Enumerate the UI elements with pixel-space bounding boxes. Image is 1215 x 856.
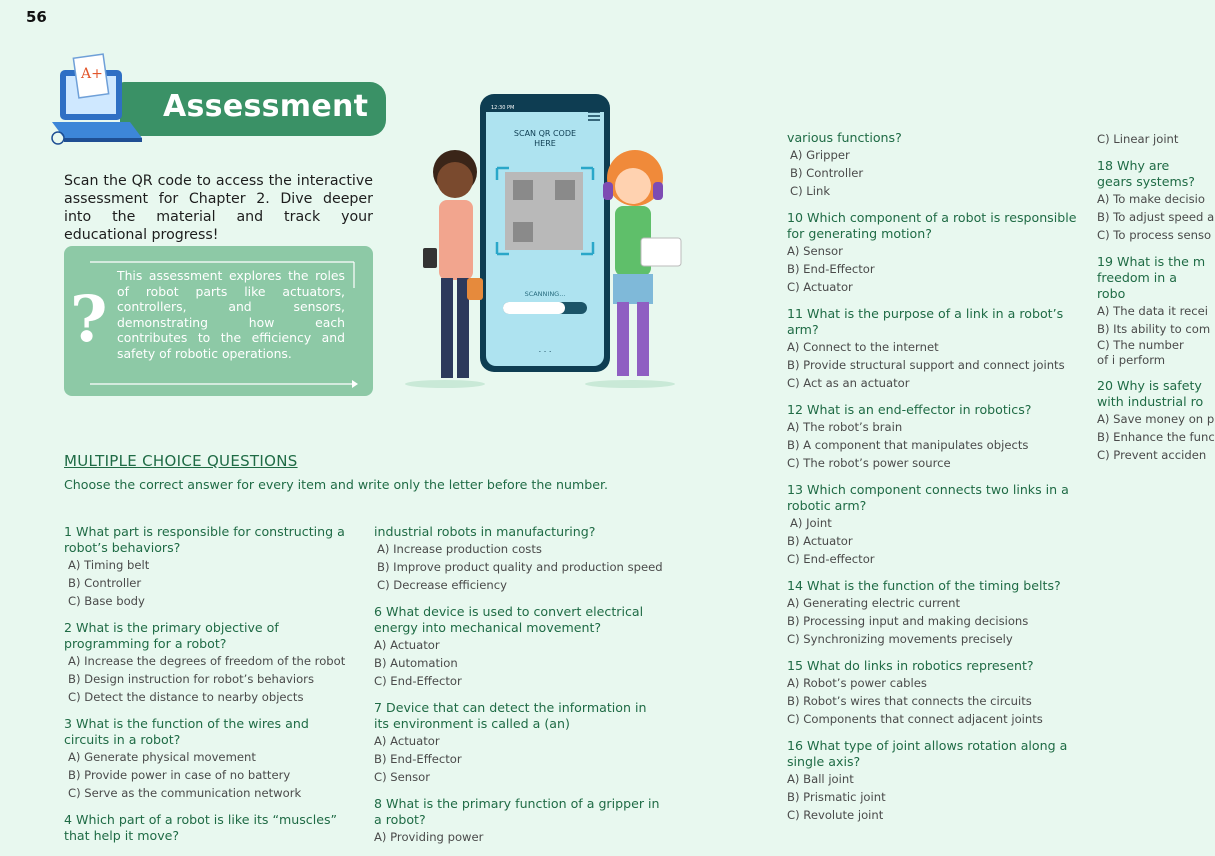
answer-option: B) End-Effector	[787, 262, 875, 276]
answer-option: B) End-Effector	[374, 752, 462, 766]
question-block	[787, 306, 1077, 392]
questions-col-1	[64, 524, 354, 854]
answer-option: B) Actuator	[787, 534, 853, 548]
question-block	[787, 402, 1077, 472]
answer-option: A) Joint	[790, 516, 832, 530]
question-block	[787, 578, 1077, 648]
question-text: 7 Device that can detect the information in its environment is called a (an)	[374, 700, 647, 731]
phone-dots: . . .	[538, 345, 552, 354]
answer-option: A) Save money on p	[1097, 412, 1215, 426]
answer-option: C) Revolute joint	[787, 808, 884, 822]
answer-option: B) Controller	[68, 576, 142, 590]
question-text: 1 What part is responsible for constructing a robot’s behaviors?	[64, 524, 345, 555]
question-block	[374, 524, 664, 594]
question-block	[64, 812, 354, 844]
answer-option: C) End-Effector	[374, 674, 462, 688]
answer-option: B) Prismatic joint	[787, 790, 886, 804]
info-box-text: This assessment explores the roles of robot parts like actuators, controllers, and sensors, demonstrating how each contributes to the efficiency and safety of robotic operations.	[117, 268, 345, 361]
answer-option: B) Design instruction for robot’s behaviors	[68, 672, 314, 686]
answer-option: C) The robot’s power source	[787, 456, 951, 470]
answer-option: A) Increase the degrees of freedom of the robot	[68, 654, 346, 668]
question-block	[64, 524, 354, 610]
questions-col-2	[374, 524, 664, 856]
answer-option: C) Decrease efficiency	[377, 578, 507, 592]
scanning-label: SCANNING...	[524, 290, 566, 298]
answer-option: B) Provide power in case of no battery	[68, 768, 291, 782]
question-text: 15 What do links in robotics represent?	[787, 658, 1034, 673]
answer-option: C) Prevent acciden	[1097, 448, 1207, 462]
question-text: 4 Which part of a robot is like its “muscles” that help it move?	[64, 812, 338, 843]
question-text: 6 What device is used to convert electrical energy into mechanical movement?	[374, 604, 644, 635]
scan-label-2: HERE	[534, 139, 556, 148]
question-block	[374, 796, 664, 846]
question-block	[1097, 158, 1215, 244]
answer-option: A) The robot’s brain	[787, 420, 903, 434]
answer-option: C) Act as an actuator	[787, 376, 910, 390]
answer-option: A) Actuator	[374, 734, 440, 748]
question-text: 10 Which component of a robot is responsible for generating motion?	[787, 210, 1077, 241]
page-number: 56	[26, 8, 47, 26]
scan-label: SCAN QR CODE	[513, 129, 577, 138]
question-block	[787, 130, 1077, 200]
answer-option: C) Sensor	[374, 770, 431, 784]
question-block	[374, 604, 664, 690]
question-text: 8 What is the primary function of a gripper in a robot?	[374, 796, 660, 827]
scan-progress-fill	[503, 302, 565, 314]
question-block	[64, 716, 354, 802]
answer-option: C) To process senso	[1097, 228, 1212, 242]
question-block	[1097, 378, 1215, 464]
question-text: 2 What is the primary objective of programming for a robot?	[64, 620, 279, 651]
answer-option: C) Serve as the communication network	[68, 786, 302, 800]
question-block	[787, 738, 1077, 824]
answer-option: A) Actuator	[374, 638, 440, 652]
page-title: Assessment	[163, 89, 369, 124]
answer-option: C) End-effector	[787, 552, 875, 566]
question-text: 11 What is the purpose of a link in a robot’s arm?	[787, 306, 1064, 337]
question-block	[1097, 254, 1211, 368]
answer-option: B) Automation	[374, 656, 458, 670]
answer-option: A) The data it recei	[1097, 304, 1209, 318]
intro-text: Scan the QR code to access the interactive assessment for Chapter 2. Dive deeper into the material and track your educational progress!	[64, 173, 373, 243]
answer-option: B) A component that manipulates objects	[787, 438, 1029, 452]
answer-option: B) Provide structural support and connect joints	[787, 358, 1065, 372]
qr-illustration	[405, 88, 695, 388]
answer-option: A) Sensor	[787, 244, 843, 258]
question-text: 12 What is an end-effector in robotics?	[787, 402, 1032, 417]
question-text: industrial robots in manufacturing?	[374, 524, 596, 539]
answer-option: B) Enhance the func	[1097, 430, 1215, 444]
question-text: 13 Which component connects two links in a robotic arm?	[787, 482, 1069, 513]
answer-option: A) Connect to the internet	[787, 340, 939, 354]
answer-option: A) Increase production costs	[377, 542, 542, 556]
answer-option: C) Base body	[68, 594, 145, 608]
question-text: various functions?	[787, 130, 902, 145]
questions-col-3	[787, 130, 1077, 834]
question-block	[787, 482, 1077, 568]
answer-option: C) Link	[790, 184, 831, 198]
question-text: 19 What is the m freedom in a robo	[1097, 254, 1206, 301]
badge-text: A+	[81, 66, 103, 82]
answer-option: B) To adjust speed a	[1097, 210, 1215, 224]
answer-option: C) Synchronizing movements precisely	[787, 632, 1013, 646]
answer-option: A) Gripper	[790, 148, 850, 162]
answer-option: A) Providing power	[374, 830, 484, 844]
question-block	[64, 620, 354, 706]
answer-option: C) Detect the distance to nearby objects	[68, 690, 304, 704]
question-block	[787, 210, 1077, 296]
laptop-icon	[46, 52, 156, 152]
answer-option: B) Robot’s wires that connects the circuits	[787, 694, 1032, 708]
question-text: 16 What type of joint allows rotation along a single axis?	[787, 738, 1068, 769]
answer-option: B) Processing input and making decisions	[787, 614, 1029, 628]
answer-option: A) To make decisio	[1097, 192, 1205, 206]
answer-option: C) The number of i perform	[1097, 338, 1184, 367]
mcq-instruction: Choose the correct answer for every item and write only the letter before the number.	[64, 477, 609, 492]
answer-option: C) Actuator	[787, 280, 853, 294]
answer-option: A) Timing belt	[68, 558, 150, 572]
question-mark-icon: ?	[70, 282, 108, 357]
question-text: 18 Why are gears systems?	[1097, 158, 1195, 189]
phone-status-time: 12:30 PM	[491, 105, 515, 111]
answer-option: A) Generate physical movement	[68, 750, 256, 764]
mcq-title: MULTIPLE CHOICE QUESTIONS	[64, 452, 298, 470]
question-text: 14 What is the function of the timing belts?	[787, 578, 1061, 593]
question-text: 20 Why is safety with industrial ro	[1097, 378, 1204, 409]
answer-option: A) Generating electric current	[787, 596, 961, 610]
answer-option: C) Linear joint	[1097, 132, 1179, 146]
question-block	[374, 700, 664, 786]
answer-option: B) Improve product quality and production speed	[377, 560, 663, 574]
questions-col-4	[1097, 130, 1215, 474]
answer-option: C) Components that connect adjacent joints	[787, 712, 1043, 726]
question-block	[787, 658, 1077, 728]
question-block	[1097, 130, 1200, 148]
answer-option: A) Robot’s power cables	[787, 676, 927, 690]
answer-option: B) Controller	[790, 166, 864, 180]
answer-option: A) Ball joint	[787, 772, 854, 786]
answer-option: B) Its ability to com	[1097, 322, 1211, 336]
question-text: 3 What is the function of the wires and circuits in a robot?	[64, 716, 309, 747]
